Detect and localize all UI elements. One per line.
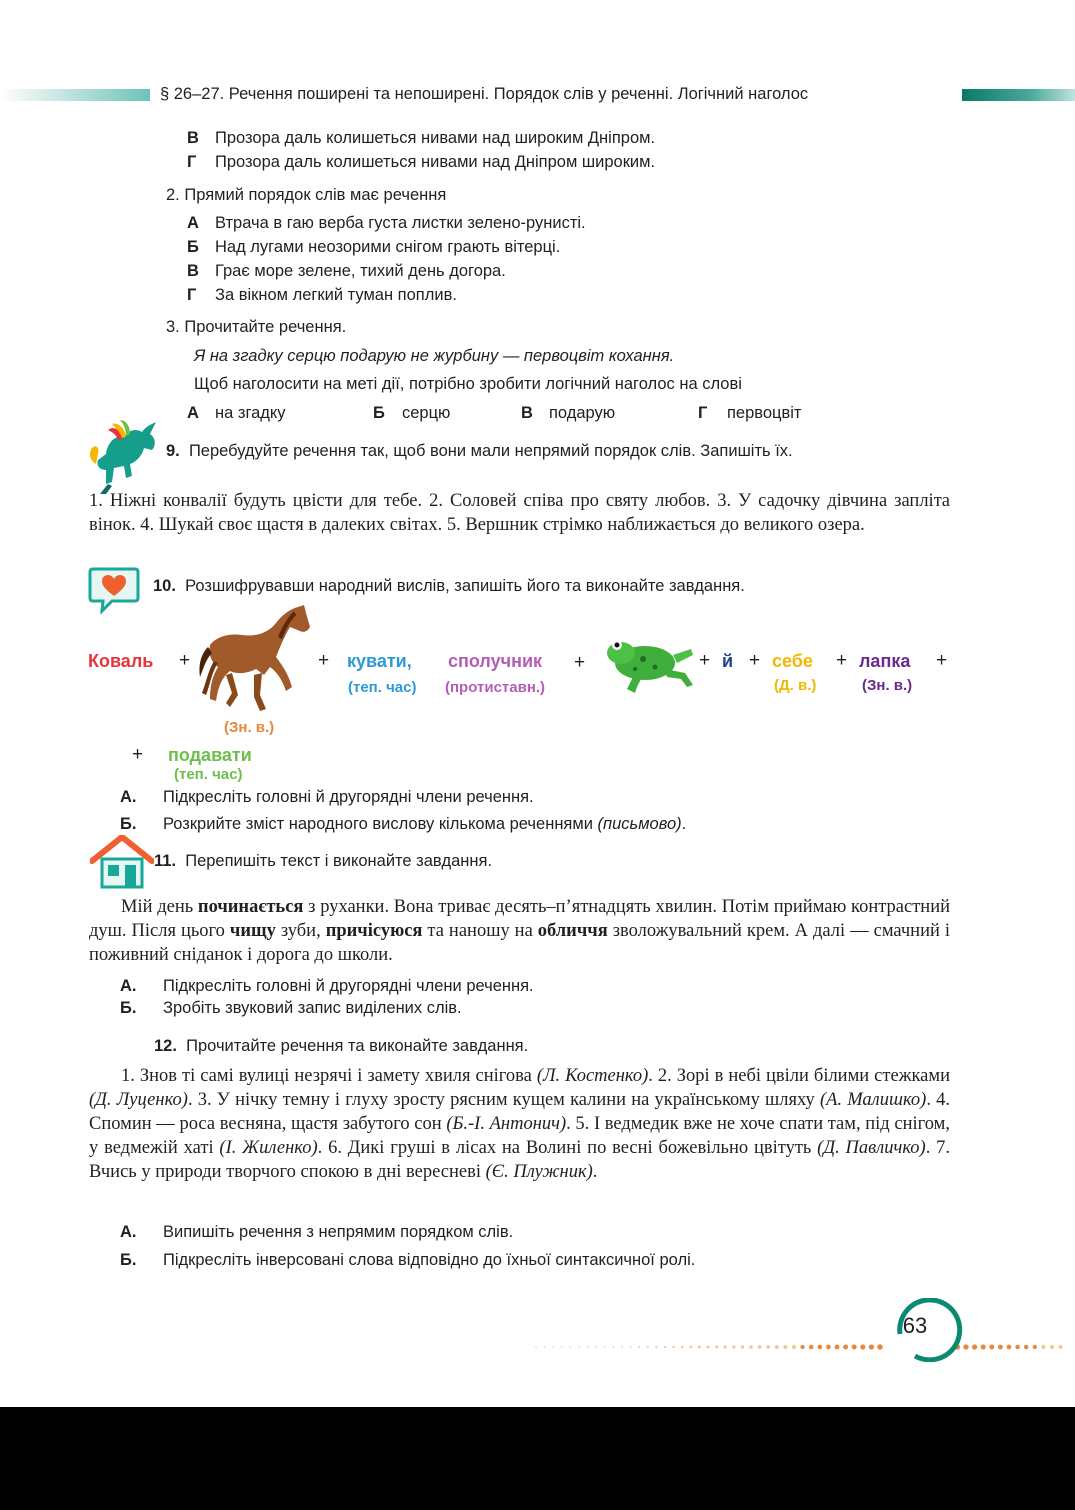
footer-dot bbox=[621, 1346, 623, 1348]
footer-dot bbox=[989, 1345, 994, 1350]
q3-option-b: Б серцю bbox=[373, 404, 451, 422]
highlighted-word: чищу bbox=[229, 921, 276, 941]
task9-text: 1. Ніжні конвалії будуть цвісти для тебе. 2. Соловей співа про святу любов. 3. У садочку дівчина заплітa вінок. 4. Шукай своє щастя в далеких світах. 5. Вершник стрімко наближається до великого озера. bbox=[89, 491, 950, 535]
puzzle-lapka-note: (Зн. в.) bbox=[862, 677, 913, 694]
puzzle-word-koval: Коваль bbox=[88, 651, 154, 671]
house-icon bbox=[90, 835, 154, 889]
footer-dot bbox=[783, 1345, 787, 1349]
puzzle-spoluchnyk-note: (протиставн.) bbox=[445, 679, 546, 696]
puzzle-plus-6: + bbox=[836, 650, 848, 671]
q3-option-v: В подарую bbox=[521, 404, 616, 422]
footer-dot bbox=[724, 1345, 727, 1348]
footer-dot bbox=[809, 1345, 813, 1349]
highlighted-word: обличчя bbox=[537, 921, 608, 941]
footer-dot bbox=[860, 1344, 865, 1349]
q2-option-v: В Грає море зелене, тихий день догора. bbox=[187, 262, 506, 280]
task12-header: 12. Прочитайте речення та виконайте завдання. bbox=[154, 1037, 529, 1055]
horse-image bbox=[198, 603, 313, 715]
footer-dot bbox=[707, 1346, 710, 1349]
footer-dot bbox=[587, 1346, 589, 1348]
footer-dot bbox=[843, 1345, 848, 1350]
footer-dot bbox=[732, 1345, 735, 1348]
q2-option-b: Б Над лугами неозорими снігом грають вітерці. bbox=[187, 238, 561, 256]
footer-dot bbox=[689, 1346, 692, 1349]
header-accent-right bbox=[962, 89, 1075, 101]
footer-dot bbox=[741, 1345, 744, 1348]
footer-dot bbox=[604, 1346, 606, 1348]
q2-option-g: Г За вікном легкий туман поплив. bbox=[187, 286, 457, 304]
footer-dot bbox=[552, 1346, 554, 1348]
footer-dot bbox=[535, 1346, 537, 1348]
footer-dot bbox=[998, 1345, 1003, 1350]
footer-dot bbox=[1024, 1345, 1028, 1349]
puzzle-sebe-note: (Д. в.) bbox=[774, 677, 817, 694]
footer-dot bbox=[792, 1345, 796, 1349]
task9-header: 9. Перебудуйте речення так, щоб вони мали непрямий порядок слів. Запишіть їх. bbox=[166, 442, 793, 460]
puzzle-word-kuvaty: кувати, bbox=[347, 651, 412, 671]
puzzle-kuvaty-note: (теп. час) bbox=[348, 679, 417, 696]
q3-option-a: А на згадку bbox=[187, 404, 286, 422]
footer-dot bbox=[1050, 1345, 1054, 1349]
footer-dot bbox=[544, 1346, 546, 1348]
footer-dot bbox=[1015, 1345, 1020, 1350]
footer-dot bbox=[877, 1344, 882, 1349]
puzzle-plus-8: + bbox=[132, 744, 144, 765]
q2-label: 2. Прямий порядок слів має речення bbox=[166, 186, 447, 204]
task10-subtask-b: Б. Розкрийте зміст народного вислову кількома реченнями (письмово). bbox=[120, 815, 687, 833]
puzzle-word-podavaty: подавати bbox=[168, 745, 252, 765]
puzzle-plus-5: + bbox=[749, 650, 761, 671]
footer-dot bbox=[758, 1345, 762, 1349]
unicorn-icon bbox=[86, 420, 164, 496]
footer-dot bbox=[664, 1346, 666, 1348]
footer-dot bbox=[672, 1346, 674, 1348]
task12-subtask-b: Б. Підкресліть інверсовані слова відповідно до їхньої синтаксичної ролі. bbox=[120, 1251, 696, 1269]
heart-speech-icon bbox=[88, 566, 140, 614]
q3-quote: Я на згадку серцю подарую не журбину — первоцвіт кохання. bbox=[194, 347, 675, 365]
highlighted-word: причісуюся bbox=[325, 921, 423, 941]
footer-dot bbox=[638, 1346, 640, 1348]
footer-dot bbox=[800, 1345, 804, 1349]
footer-dot bbox=[1041, 1345, 1045, 1349]
footer-dot bbox=[818, 1345, 823, 1350]
page-header-title: § 26–27. Речення поширені та непоширені. Порядок слів у реченні. Логічний наголос bbox=[160, 85, 809, 103]
page-number-decoration bbox=[530, 1298, 1075, 1362]
footer-dot bbox=[835, 1345, 840, 1350]
footer-dot bbox=[972, 1344, 977, 1349]
q2-option-a: А Втрача в гаю верба густа листки зелено-рунисті. bbox=[187, 214, 586, 232]
footer-dot bbox=[826, 1345, 831, 1350]
footer-dot bbox=[655, 1346, 657, 1348]
puzzle-horse-case: (Зн. в.) bbox=[224, 719, 275, 736]
footer-dot bbox=[681, 1346, 684, 1349]
puzzle-plus-1: + bbox=[179, 650, 191, 671]
footer-dot bbox=[852, 1344, 857, 1349]
puzzle-word-spoluchnyk: сполучник bbox=[448, 651, 543, 671]
footer-dot bbox=[613, 1346, 615, 1348]
page-number: 63 bbox=[902, 1313, 928, 1338]
task10-subtask-a: А. Підкресліть головні й другорядні члени речення. bbox=[120, 788, 534, 806]
footer-dot bbox=[981, 1344, 986, 1349]
footer-dot bbox=[630, 1346, 632, 1348]
puzzle-plus-3: + bbox=[574, 652, 586, 673]
task11-subtask-a: А. Підкресліть головні й другорядні члени речення. bbox=[120, 977, 534, 995]
footer-dot bbox=[1007, 1345, 1012, 1350]
footer-dot bbox=[715, 1345, 718, 1348]
footer-dot bbox=[578, 1346, 580, 1348]
footer-dot bbox=[698, 1346, 701, 1349]
footer-dot bbox=[595, 1346, 597, 1348]
task11-header: 11. Перепишіть текст і виконайте завдання. bbox=[154, 852, 493, 870]
puzzle-plus-2: + bbox=[318, 650, 330, 671]
puzzle-word-y: й bbox=[722, 651, 734, 671]
footer-dot bbox=[1033, 1345, 1037, 1349]
q1-option-g: Г Прозора даль колишеться нивами над Дніпром широким. bbox=[187, 153, 656, 171]
highlighted-word: починається bbox=[197, 897, 304, 917]
q1-option-v: В Прозора даль колишеться нивами над широким Дніпром. bbox=[187, 129, 656, 147]
q3-option-g: Г первоцвіт bbox=[698, 404, 802, 422]
task10-header: 10. Розшифрувавши народний вислів, запишіть його та виконайте завдання. bbox=[153, 577, 745, 595]
footer-dot bbox=[570, 1346, 572, 1348]
bottom-black-bar bbox=[0, 1407, 1075, 1510]
q3-label: 3. Прочитайте речення. bbox=[166, 318, 347, 336]
footer-dot bbox=[775, 1345, 779, 1349]
task12-text: 1. Знов ті самі вулиці незрячі і замету хвиля снігова (Л. Костенко). 2. Зорі в небі цвіли білими стежками (Д. Луценко). 3. У нічку темну і глуху зросту рясним кущем калини на українському шляху (А. Малишко). 4. Спомин — роса весняна, щастя забутого сон (Б.-І. Антонич). 5. І ведмедик вже не хоче спати там, під снігом, у ведмежій хаті (І. Жиленко). 6. Дикі груші в лісах на Волині по весні божевільно цвітуть (Д. Павличко). 7. Вчись у природи творчого спокою в дні вересневі (Є. Плужник). bbox=[89, 1066, 951, 1182]
puzzle-word-lapka: лапка bbox=[859, 651, 911, 671]
header-accent-left bbox=[0, 89, 150, 101]
task12-subtask-a: А. Випишіть речення з непрямим порядком слів. bbox=[120, 1223, 514, 1241]
task11-text: Мій день починається з руханки. Вона триває десять–п’ятнадцять хвилин. Потім приймаю контрастний душ. Після цього чищу зуби, причісуюся та наношу на обличчя зволожувальний крем. А далі — смачний і поживний сніданок і дорога до школи. bbox=[89, 897, 951, 965]
puzzle-word-sebe: себе bbox=[772, 651, 813, 671]
footer-dot bbox=[869, 1344, 874, 1349]
task11-subtask-b: Б. Зробіть звуковий запис виділених слів. bbox=[120, 999, 462, 1017]
frog-image bbox=[603, 633, 695, 697]
q3-instruction: Щоб наголосити на меті дії, потрібно зробити логічний наголос на слові bbox=[194, 375, 742, 393]
footer-dot bbox=[963, 1344, 968, 1349]
puzzle-plus-7: + bbox=[936, 650, 948, 671]
footer-dot bbox=[766, 1345, 770, 1349]
puzzle-podavaty-note: (теп. час) bbox=[174, 766, 243, 783]
footer-dot bbox=[647, 1346, 649, 1348]
footer-dot bbox=[749, 1345, 753, 1349]
puzzle-plus-4: + bbox=[699, 650, 711, 671]
footer-dot bbox=[561, 1346, 563, 1348]
footer-dot bbox=[1059, 1345, 1063, 1349]
